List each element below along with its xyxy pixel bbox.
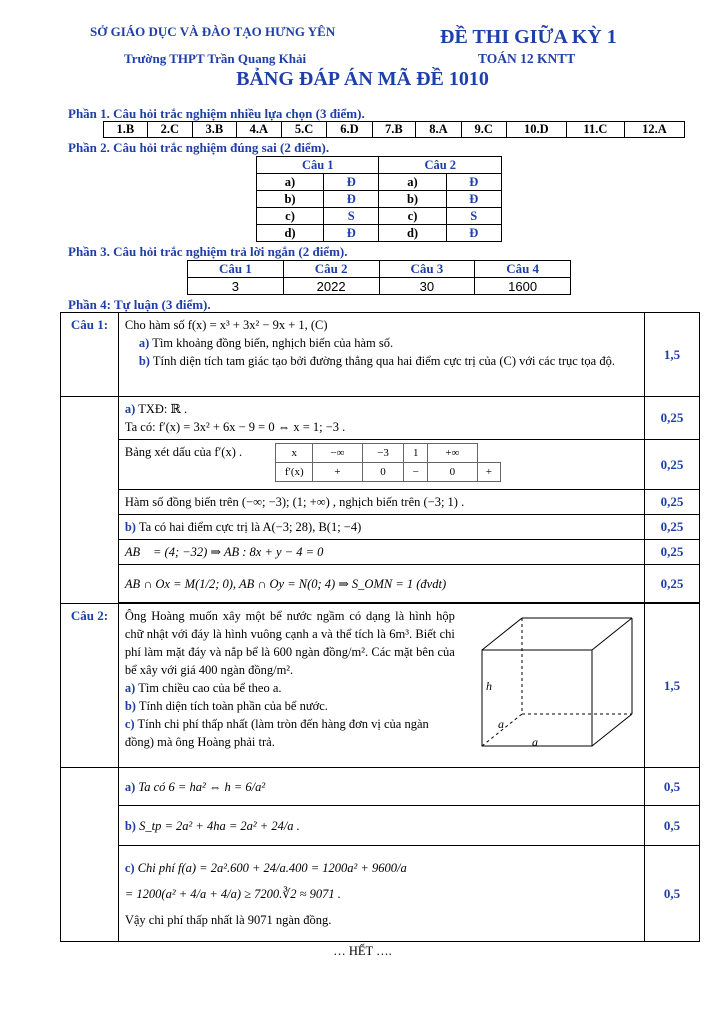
sign-table-derivative-cell: + [313, 463, 362, 482]
part1-answer-cell: 2.C [147, 122, 192, 138]
q1-statement: Cho hàm số f(x) = x³ + 3x² − 9x + 1, (C) a) Tìm khoảng đồng biến, nghịch biến của hàm số. b) Tính diện tích tam giác tạo bởi đường thẳng qua hai điểm cực trị của (C) với các trục tọa độ. [118, 313, 644, 397]
q1-step-5: AB⃗ = (4; −32) ⇒ AB : 8x + y − 4 = 0 [118, 540, 644, 565]
header-school: Trường THPT Trần Quang Khải [124, 51, 307, 66]
part2-true-false-table [256, 156, 502, 242]
part2-row [257, 208, 502, 225]
exam-title: ĐỀ THI GIỮA KỲ 1 [440, 26, 617, 48]
q1-part-b: Tính diện tích tam giác tạo bởi đường thẳng qua hai điểm cực trị của (C) với các trục tọa độ. [152, 354, 615, 368]
part3-value-cell: 3 [188, 278, 284, 295]
part1-answer-table [103, 121, 685, 138]
part1-answer-cell: 8.A [416, 122, 461, 138]
q2-solution-spacer [61, 768, 119, 942]
q1-sign-table-label: Bảng xét dấu của f′(x) . [124, 445, 243, 459]
part2-label-cell: a) [257, 174, 324, 191]
q1-step-6: AB ∩ Ox = M(1/2; 0), AB ∩ Oy = N(0; 4) ⇒ S_OMN = 1 (đvdt) [118, 565, 644, 603]
q2-height-formula: Ta có 6 = ha² ⇔ h = 6/a² [138, 779, 266, 794]
q1-step-6-points: 0,25 [645, 565, 700, 603]
q1-step-3: Hàm số đồng biến trên (−∞; −3); (1; +∞) , nghịch biến trên (−3; 1) . [118, 490, 644, 515]
part2-answer-cell: Đ [446, 174, 501, 191]
q1-extrema: Ta có hai điểm cực trị là A(−3; 28), B(1; −4) [138, 520, 362, 534]
header-department: SỞ GIÁO DỤC VÀ ĐÀO TẠO HƯNG YÊN [90, 24, 336, 39]
part3-title: Phần 3. Câu hỏi trắc nghiệm trả lời ngắn (2 điểm). [68, 244, 348, 259]
part1-answer-cell: 12.A [625, 122, 685, 138]
part2-answer-cell: Đ [446, 225, 501, 242]
part1-answer-cell: 4.A [236, 122, 281, 138]
box-edge [482, 618, 522, 650]
part2-label-cell: b) [379, 191, 446, 208]
q1-domain: TXĐ: ℝ . [138, 402, 188, 416]
sign-table [275, 443, 501, 482]
part2-label-cell: a) [379, 174, 446, 191]
part3-header-cell: Câu 4 [475, 261, 571, 278]
part2-answer-cell: Đ [324, 225, 379, 242]
q1-step-3-points: 0,25 [645, 490, 700, 515]
q2-conclusion: Vậy chi phí thấp nhất là 9071 ngàn đồng. [124, 912, 332, 927]
q2-label: Câu 2: [61, 604, 119, 768]
q2-step-a-points: 0,5 [645, 768, 700, 806]
part1-answer-cell: 5.C [281, 122, 326, 138]
part2-label-cell: b) [257, 191, 324, 208]
sign-table-x-cell: −3 [362, 444, 404, 463]
part3-header-cell: Câu 2 [283, 261, 379, 278]
part1-answer-cell: 1.B [104, 122, 148, 138]
part3-value-cell: 30 [379, 278, 475, 295]
q2-step-c-points: 0,5 [645, 846, 700, 942]
sign-table-x-cell: x [276, 444, 313, 463]
q2-cost-function: Chi phí f(a) = 2a².600 + 24/a.400 = 1200a² + 9600/a [137, 860, 407, 875]
part2-title: Phần 2. Câu hỏi trắc nghiệm đúng sai (2 điểm). [68, 140, 330, 155]
part2-row [257, 225, 502, 242]
box-front-face [482, 650, 592, 746]
part1-title: Phần 1. Câu hỏi trắc nghiệm nhiều lựa chọn (3 điểm). [68, 106, 365, 121]
part2-answer-cell: Đ [446, 191, 501, 208]
q1-step-4: b) Ta có hai điểm cực trị là A(−3; 28), B(1; −4) [118, 515, 644, 540]
q2-part-b: Tính diện tích toàn phần của bể nước. [138, 699, 328, 713]
q1-solution-spacer [61, 397, 119, 604]
part2-row [257, 174, 502, 191]
end-marker: … HẾT …. [333, 944, 392, 958]
sign-table-x-cell: 1 [404, 444, 428, 463]
part2-answer-cell: Đ [324, 191, 379, 208]
box-edge [592, 714, 632, 746]
q2-area-formula: S_tp = 2a² + 4ha = 2a² + 24/a . [139, 818, 300, 833]
sign-table-derivative-cell: 0 [362, 463, 404, 482]
q1-step-2-points: 0,25 [645, 440, 700, 490]
part2-answer-cell: Đ [324, 174, 379, 191]
q2-cost-inequality: = 1200(a² + 4/a + 4/a) ≥ 7200.∛2 ≈ 9071 . [124, 886, 341, 901]
part2-row [257, 191, 502, 208]
part1-answer-cell: 6.D [327, 122, 372, 138]
q1-step-1: a) TXĐ: ℝ . Ta có: f′(x) = 3x² + 6x − 9 = 0 ⇔ x = 1; −3 . [118, 397, 644, 440]
part1-answer-cell: 7.B [372, 122, 416, 138]
part2-label-cell: c) [257, 208, 324, 225]
q1-label: Câu 1: [61, 313, 119, 397]
part2-answer-cell: S [324, 208, 379, 225]
q2-step-b-points: 0,5 [645, 806, 700, 846]
sign-table-derivative-cell: f′(x) [276, 463, 313, 482]
q1-step-5-points: 0,25 [645, 540, 700, 565]
part2-label-cell: d) [257, 225, 324, 242]
part2-label-cell: d) [379, 225, 446, 242]
q2-points: 1,5 [645, 604, 700, 768]
rectangular-tank-diagram [476, 612, 644, 752]
q1-step-1-points: 0,25 [645, 397, 700, 440]
part1-answer-cell: 9.C [461, 122, 506, 138]
q1-step-2 [118, 440, 644, 490]
part3-value-cell: 1600 [475, 278, 571, 295]
sign-table-x-cell: +∞ [428, 444, 477, 463]
part3-header-cell: Câu 1 [188, 261, 284, 278]
sign-table-derivative-cell: + [477, 463, 501, 482]
q1-part-a: Tìm khoảng đồng biến, nghịch biến của hàm số. [152, 336, 394, 350]
sign-table-derivative-cell: − [404, 463, 428, 482]
box-label-a-width: a [532, 735, 538, 749]
box-label-h: h [486, 679, 492, 693]
part2-header-q2: Câu 2 [379, 157, 502, 174]
q2-statement: Ông Hoàng muốn xây một bể nước ngầm có dạng là hình hộp chữ nhật với đáy là hình vuông cạnh a và thể tích là 6m³. Biết chi phí làm mặt đáy và nắp bể là 600 ngàn đồng/m². Các mặt bên của bể xây với giá 400 ngàn đồng/m². a) Tìm chiều cao của bể theo a. b) Tính diện tích toàn phần của bể nước. c) Tính chi phí thấp nhất (làm tròn đến hàng đơn vị của ngàn đồng) mà ông Hoàng phải trả. [118, 604, 644, 768]
part3-short-answer-table [187, 260, 571, 295]
q2-part-c: Tính chi phí thấp nhất (làm tròn đến hàng đơn vị của ngàn đồng) mà ông Hoàng phải trả. [124, 717, 429, 749]
box-edge [592, 618, 632, 650]
q1-points: 1,5 [645, 313, 700, 397]
q1-step-4-points: 0,25 [645, 515, 700, 540]
part2-answer-cell: S [446, 208, 501, 225]
part1-answer-cell: 11.C [566, 122, 624, 138]
part1-answer-cell: 10.D [506, 122, 566, 138]
q1-intro: Cho hàm số f(x) = x³ + 3x² − 9x + 1, (C) [124, 318, 328, 332]
part4-title: Phần 4: Tự luận (3 điểm). [68, 297, 211, 312]
q2-step-a: a) Ta có 6 = ha² ⇔ h = 6/a² [118, 768, 644, 806]
q2-step-c: c) Chi phí f(a) = 2a².600 + 24/a.400 = 1200a² + 9600/a = 1200(a² + 4/a + 4/a) ≥ 7200.∛2 ≈ 9071 . Vậy chi phí thấp nhất là 9071 ngàn đồng. [118, 846, 644, 942]
subject-title: TOÁN 12 KNTT [478, 51, 576, 66]
part1-answer-cell: 3.B [192, 122, 236, 138]
q2-step-b: b) S_tp = 2a² + 4ha = 2a² + 24/a . [118, 806, 644, 846]
sign-table-derivative-cell: 0 [428, 463, 477, 482]
q2-intro: Ông Hoàng muốn xây một bể nước ngầm có dạng là hình hộp chữ nhật với đáy là hình vuông cạnh a và thể tích là 6m³. Biết chi phí làm mặt đáy và nắp bể là 600 ngàn đồng/m². Các mặt bên của bể xây với giá 400 ngàn đồng/m². [124, 609, 455, 677]
box-label-a-depth: a [498, 717, 504, 731]
sign-table-x-cell: −∞ [313, 444, 362, 463]
q1-derivative: Ta có: f′(x) = 3x² + 6x − 9 = 0 ⇔ x = 1; −3 . [124, 420, 346, 434]
part3-header-cell: Câu 3 [379, 261, 475, 278]
part2-header-q1: Câu 1 [257, 157, 379, 174]
q2-part-a: Tìm chiều cao của bể theo a. [138, 681, 282, 695]
part2-label-cell: c) [379, 208, 446, 225]
main-title: BẢNG ĐÁP ÁN MÃ ĐỀ 1010 [236, 68, 489, 90]
part3-value-cell: 2022 [283, 278, 379, 295]
